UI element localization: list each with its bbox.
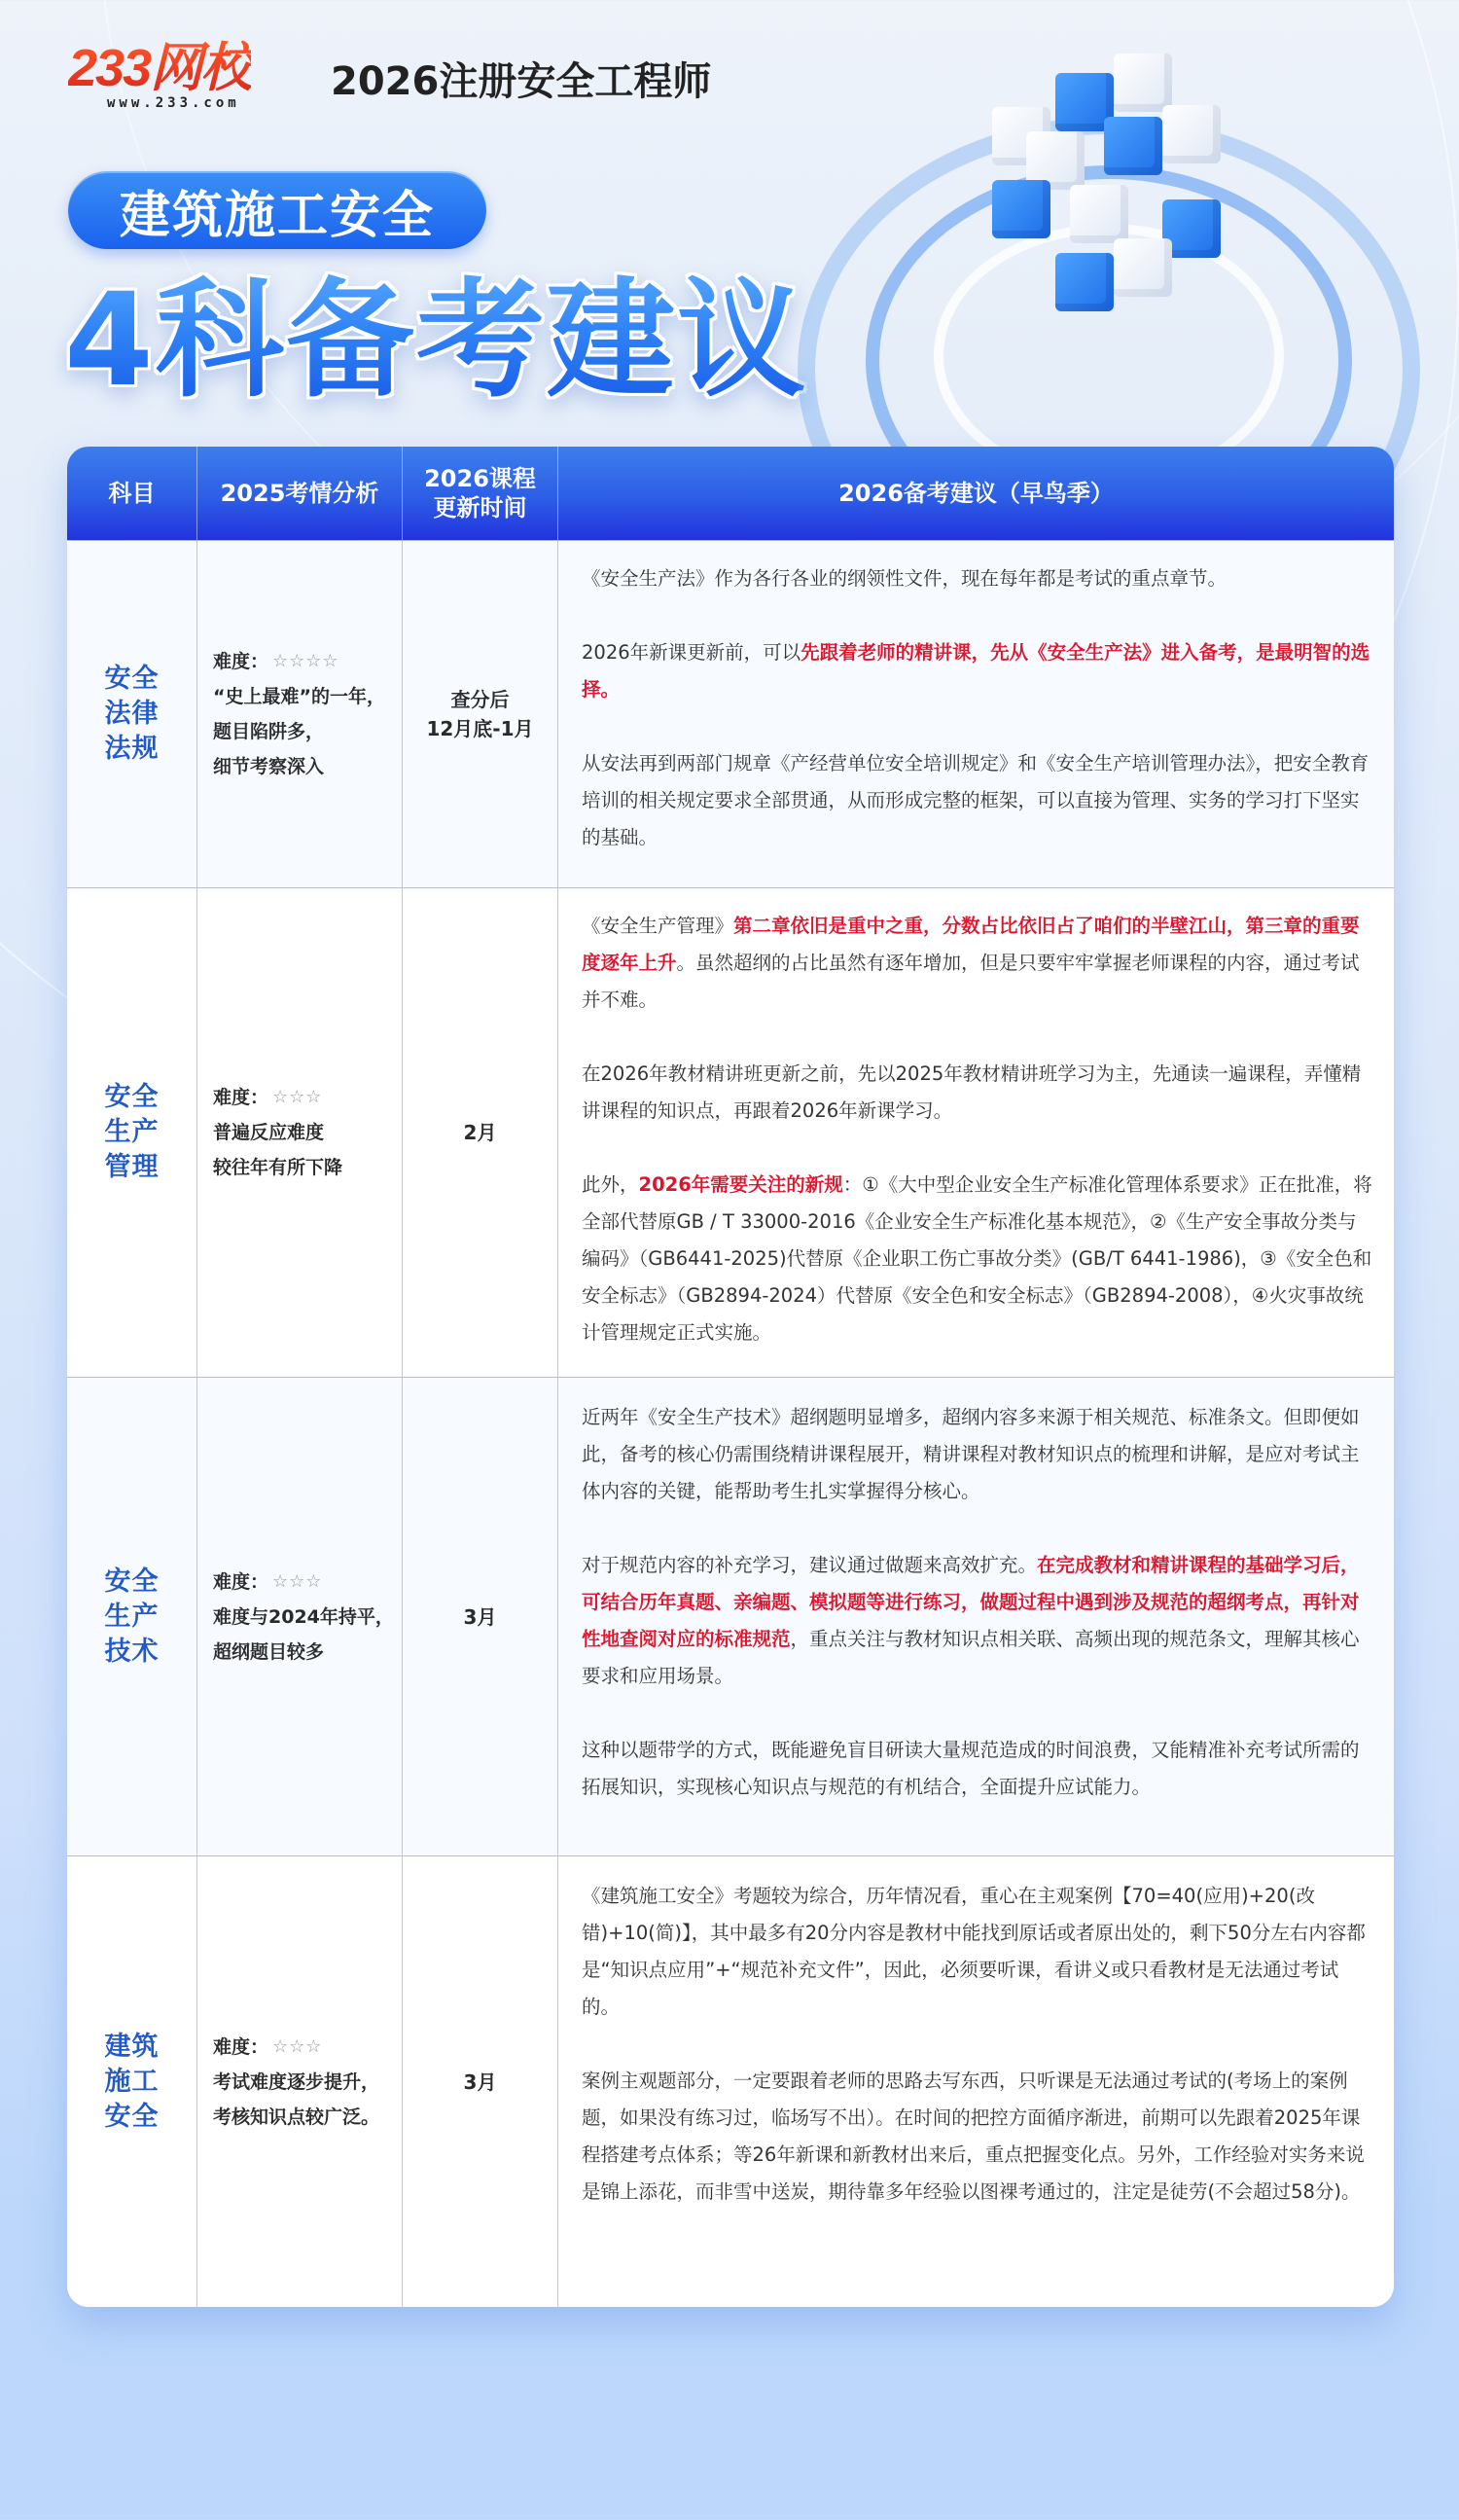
difficulty-rating <box>213 644 396 679</box>
subject-cell <box>67 1856 196 2307</box>
star-rating-icon: ☆☆☆ <box>272 1570 323 1592</box>
subject-cell <box>67 1378 196 1855</box>
advice-paragraph <box>582 908 1372 1019</box>
advice-text: 此外， <box>582 1173 639 1196</box>
analysis-cell <box>196 888 402 1377</box>
advice-text: 近两年《安全生产技术》超纲题明显增多，超纲内容多来源于相关规范、标准条文。但即便如此，备考的核心仍需围绕精讲课程展开，精讲课程对教材知识点的梳理和讲解，是应对考试主体内容的关键，能帮助考生扎实掌握得分核心。 <box>582 1406 1360 1502</box>
difficulty-label: 难度： <box>213 2035 269 2058</box>
analysis-text: 细节考察深入 <box>213 756 325 777</box>
brand-logo <box>68 39 297 115</box>
difficulty-rating <box>213 1565 396 1600</box>
advice-text: ，重点关注与教材知识点相关联、高频出现的规范条文，理解其核心要求和应用场景。 <box>582 1628 1360 1687</box>
update-time-text: 3月 <box>463 1604 497 1629</box>
advice-cell <box>557 888 1394 1377</box>
advice-paragraph <box>582 1167 1372 1351</box>
subject-cell <box>67 888 196 1377</box>
table-row <box>67 887 1394 1377</box>
advice-cell <box>557 541 1394 887</box>
cube-icon <box>1070 185 1128 243</box>
advice-text: 。虽然超纲的占比虽然有逐年增加，但是只要牢牢掌握老师课程的内容，通过考试并不难。 <box>582 952 1360 1011</box>
update-time-cell <box>402 541 557 887</box>
update-time-text: 查分后 <box>450 688 510 711</box>
subject-pill-label: 建筑施工安全 <box>119 186 435 245</box>
column-header-update-time: 2026课程 更新时间 <box>402 447 557 540</box>
subject-name: 安全生产管理 <box>104 1082 160 1182</box>
cube-icon <box>1114 54 1172 112</box>
study-advice-table <box>67 447 1394 2307</box>
advice-text: 这种以题带学的方式，既能避免盲目研读大量规范造成的时间浪费，又能精准补充考试所需的拓展知识，实现核心知识点与规范的有机结合，全面提升应试能力。 <box>582 1739 1360 1798</box>
subject-name: 安全生产技术 <box>104 1566 160 1667</box>
subject-pill <box>68 171 486 249</box>
advice-cell <box>557 1856 1394 2307</box>
advice-text: 2026年新课更新前，可以 <box>582 641 801 664</box>
difficulty-label: 难度： <box>213 1570 269 1593</box>
analysis-text: 题目陷阱多， <box>213 721 325 742</box>
analysis-cell <box>196 1856 402 2307</box>
advice-text: 从安法再到两部门规章《产经营单位安全培训规定》和《安全生产培训管理办法》，把安全教育培训的相关规定要求全部贯通，从而形成完整的框架，可以直接为管理、实务的学习打下坚实的基础。 <box>582 752 1370 848</box>
analysis-text: 普遍反应难度 <box>213 1122 325 1143</box>
advice-text: 对于规范内容的补充学习，建议通过做题来高效扩充。 <box>582 1554 1038 1576</box>
cube-icon <box>992 180 1050 238</box>
advice-paragraph <box>582 1056 1372 1130</box>
table-header <box>67 447 1394 540</box>
subject-name: 建筑施工安全 <box>104 2031 160 2132</box>
page-title: 4科备考建议 <box>64 263 807 418</box>
exam-title: 2026注册安全工程师 <box>331 59 712 104</box>
update-time-cell <box>402 1856 557 2307</box>
analysis-text: 超纲题目较多 <box>213 1640 325 1663</box>
highlighted-text: 第二章依旧是重中之重，分数占比依旧占了咱们的半壁江山，第三章的重要度逐年上升 <box>582 915 1360 974</box>
update-time-text: 3月 <box>463 2070 497 2094</box>
column-header-subject: 科目 <box>108 480 156 507</box>
advice-paragraph <box>582 2063 1372 2211</box>
analysis-text: 难度与2024年持平， <box>213 1605 394 1628</box>
advice-paragraph <box>582 1399 1372 1510</box>
highlighted-text: 在完成教材和精讲课程的基础学习后，可结合历年真题、亲编题、模拟题等进行练习，做题过程中遇到涉及规范的超纲考点，再针对性地查阅对应的标准规范 <box>582 1554 1360 1650</box>
star-rating-icon: ☆☆☆ <box>272 2035 323 2057</box>
update-time-text: 12月底-1月 <box>426 717 534 740</box>
update-time-text: 2月 <box>463 1121 497 1144</box>
analysis-cell <box>196 541 402 887</box>
analysis-text: 考试难度逐步提升， <box>213 2070 380 2093</box>
analysis-text: 考核知识点较广泛。 <box>213 2106 380 2128</box>
difficulty-label: 难度： <box>213 1087 269 1108</box>
update-time-cell <box>402 888 557 1377</box>
table-row <box>67 1377 1394 1855</box>
advice-paragraph <box>582 1732 1372 1806</box>
cube-icon <box>1104 117 1162 175</box>
analysis-cell <box>196 1378 402 1855</box>
hero-cubes-illustration <box>778 0 1459 448</box>
advice-text: ：①《大中型企业安全生产标准化管理体系要求》正在批准，将全部代替原GB / T 33000-2016《企业安全生产标准化基本规范》，②《生产安全事故分类与编码》（GB6441-2025)代替原《企业职工伤亡事故分类》(GB/T 6441-1986)，③《安全色和安全标志》（GB2894-2024）代替原《安全色和安全标志》（GB2894-2008），④火灾事故统计管理规定正式实施。 <box>582 1173 1372 1344</box>
logo-text: 233网校 <box>68 39 252 97</box>
star-rating-icon: ☆☆☆☆ <box>272 651 339 671</box>
cube-icon <box>1162 105 1221 163</box>
advice-paragraph <box>582 634 1372 708</box>
cube-icon <box>1114 238 1172 297</box>
analysis-text: “史上最难”的一年， <box>213 686 385 707</box>
update-time-cell <box>402 1378 557 1855</box>
difficulty-rating <box>213 1080 396 1115</box>
subject-cell <box>67 541 196 887</box>
advice-text: 《安全生产管理》 <box>582 915 734 937</box>
advice-cell <box>557 1378 1394 1855</box>
column-header-analysis: 2025考情分析 <box>196 447 402 540</box>
advice-text: 在2026年教材精讲班更新之前，先以2025年教材精讲班学习为主，先通读一遍课程，弄懂精讲课程的知识点，再跟着2026年新课学习。 <box>582 1062 1362 1122</box>
advice-paragraph <box>582 1547 1372 1695</box>
advice-text: 案例主观题部分，一定要跟着老师的思路去写东西，只听课是无法通过考试的(考场上的案例题，如果没有练习过，临场写不出）。在时间的把控方面循序渐进，前期可以先跟着2025年课程搭建考点体系；等26年新课和新教材出来后，重点把握变化点。另外，工作经验对实务来说是锦上添花，而非雪中送炭，期待靠多年经验以图裸考通过的，注定是徒劳(不会超过58分)。 <box>582 2070 1365 2203</box>
column-header-advice: 2026备考建议（早鸟季） <box>557 447 1394 540</box>
advice-paragraph <box>582 745 1372 856</box>
advice-paragraph <box>582 560 1372 597</box>
cube-icon <box>1055 253 1114 311</box>
difficulty-label: 难度： <box>213 651 269 672</box>
advice-paragraph <box>582 1878 1372 2026</box>
difficulty-rating <box>213 2030 396 2065</box>
star-rating-icon: ☆☆☆ <box>272 1087 323 1107</box>
subject-name: 安全法律法规 <box>104 664 160 764</box>
advice-text: 《建筑施工安全》考题较为综合，历年情况看，重心在主观案例【70=40(应用)+20(改错)+10(简)】，其中最多有20分内容是教材中能找到原话或者原出处的，剩下50分左右内容都是“知识点应用”+“规范补充文件”，因此，必须要听课，看讲义或只看教材是无法通过考试的。 <box>582 1885 1366 2018</box>
table-row <box>67 540 1394 887</box>
table-row <box>67 1855 1394 2307</box>
highlighted-text: 2026年需要关注的新规 <box>638 1173 843 1196</box>
highlighted-text: 先跟着老师的精讲课，先从《安全生产法》进入备考，是最明智的选择。 <box>582 641 1370 701</box>
advice-text: 《安全生产法》作为各行各业的纲领性文件，现在每年都是考试的重点章节。 <box>582 567 1228 590</box>
analysis-text: 较往年有所下降 <box>213 1157 343 1178</box>
logo-url: www.233.com <box>107 95 240 111</box>
